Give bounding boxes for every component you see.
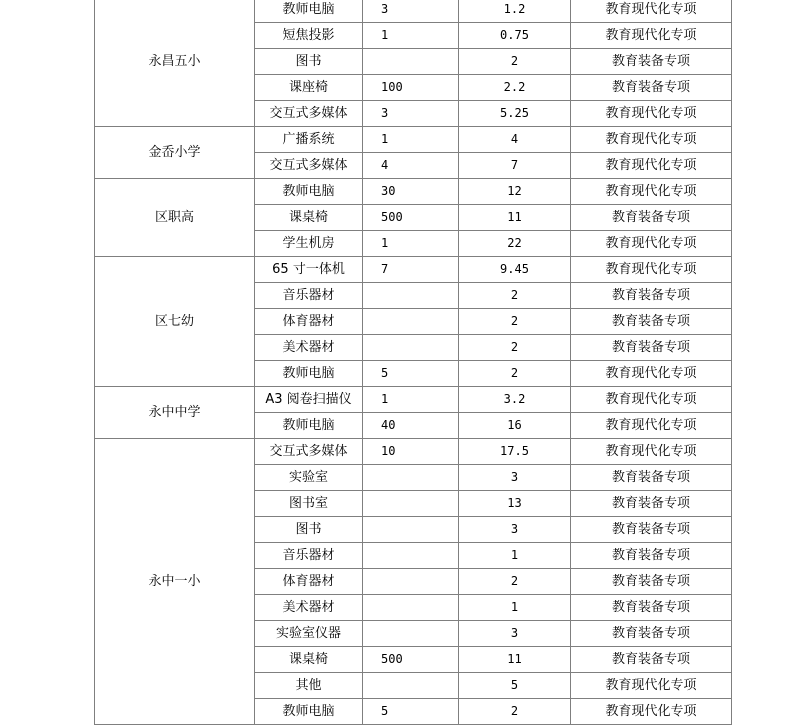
amount-cell: 2 <box>459 335 571 361</box>
funding-source-cell: 教育装备专项 <box>571 309 732 335</box>
item-name-cell: 实验室仪器 <box>255 621 363 647</box>
amount-cell: 3 <box>459 621 571 647</box>
item-name-cell: 交互式多媒体 <box>255 101 363 127</box>
quantity-cell <box>363 49 459 75</box>
amount-cell: 11 <box>459 647 571 673</box>
funding-source-cell: 教育现代化专项 <box>571 153 732 179</box>
school-name-cell: 永中中学 <box>95 387 255 439</box>
amount-cell: 2 <box>459 49 571 75</box>
table-row <box>95 257 732 283</box>
funding-source-cell: 教育装备专项 <box>571 569 732 595</box>
funding-source-cell: 教育装备专项 <box>571 335 732 361</box>
item-name-cell: 实验室 <box>255 465 363 491</box>
amount-cell: 12 <box>459 179 571 205</box>
quantity-cell: 40 <box>363 413 459 439</box>
table-row <box>95 179 732 205</box>
funding-source-cell: 教育装备专项 <box>571 283 732 309</box>
amount-cell: 3.2 <box>459 387 571 413</box>
funding-source-cell: 教育现代化专项 <box>571 673 732 699</box>
amount-cell: 22 <box>459 231 571 257</box>
quantity-cell <box>363 543 459 569</box>
amount-cell: 17.5 <box>459 439 571 465</box>
item-name-cell: 广播系统 <box>255 127 363 153</box>
amount-cell: 11 <box>459 205 571 231</box>
amount-cell: 2 <box>459 699 571 725</box>
quantity-cell <box>363 673 459 699</box>
funding-source-cell: 教育装备专项 <box>571 49 732 75</box>
item-name-cell: 65 寸一体机 <box>255 257 363 283</box>
school-name-cell: 永中一小 <box>95 439 255 725</box>
quantity-cell: 3 <box>363 0 459 23</box>
amount-cell: 3 <box>459 465 571 491</box>
funding-source-cell: 教育现代化专项 <box>571 387 732 413</box>
funding-source-cell: 教育装备专项 <box>571 491 732 517</box>
item-name-cell: 图书 <box>255 49 363 75</box>
quantity-cell: 3 <box>363 101 459 127</box>
quantity-cell <box>363 595 459 621</box>
table-row <box>95 439 732 465</box>
funding-source-cell: 教育装备专项 <box>571 465 732 491</box>
funding-source-cell: 教育装备专项 <box>571 75 732 101</box>
funding-source-cell: 教育装备专项 <box>571 205 732 231</box>
item-name-cell: 课桌椅 <box>255 205 363 231</box>
funding-source-cell: 教育装备专项 <box>571 543 732 569</box>
equipment-table-body <box>95 0 732 725</box>
item-name-cell: 图书室 <box>255 491 363 517</box>
quantity-cell <box>363 621 459 647</box>
funding-source-cell: 教育现代化专项 <box>571 413 732 439</box>
quantity-cell: 1 <box>363 23 459 49</box>
funding-source-cell: 教育现代化专项 <box>571 231 732 257</box>
item-name-cell: 教师电脑 <box>255 179 363 205</box>
funding-source-cell: 教育现代化专项 <box>571 0 732 23</box>
quantity-cell: 7 <box>363 257 459 283</box>
amount-cell: 1 <box>459 543 571 569</box>
amount-cell: 1.2 <box>459 0 571 23</box>
quantity-cell: 5 <box>363 699 459 725</box>
item-name-cell: 美术器材 <box>255 335 363 361</box>
funding-source-cell: 教育现代化专项 <box>571 127 732 153</box>
amount-cell: 13 <box>459 491 571 517</box>
quantity-cell: 5 <box>363 361 459 387</box>
table-row <box>95 0 732 23</box>
item-name-cell: 图书 <box>255 517 363 543</box>
item-name-cell: 课桌椅 <box>255 647 363 673</box>
item-name-cell: 教师电脑 <box>255 699 363 725</box>
quantity-cell: 1 <box>363 387 459 413</box>
funding-source-cell: 教育现代化专项 <box>571 699 732 725</box>
equipment-table <box>94 0 732 725</box>
funding-source-cell: 教育装备专项 <box>571 595 732 621</box>
amount-cell: 2 <box>459 361 571 387</box>
quantity-cell <box>363 491 459 517</box>
quantity-cell: 4 <box>363 153 459 179</box>
item-name-cell: 音乐器材 <box>255 283 363 309</box>
amount-cell: 7 <box>459 153 571 179</box>
item-name-cell: 交互式多媒体 <box>255 153 363 179</box>
funding-source-cell: 教育现代化专项 <box>571 179 732 205</box>
quantity-cell: 1 <box>363 127 459 153</box>
item-name-cell: 美术器材 <box>255 595 363 621</box>
funding-source-cell: 教育装备专项 <box>571 647 732 673</box>
quantity-cell <box>363 569 459 595</box>
quantity-cell <box>363 517 459 543</box>
quantity-cell <box>363 283 459 309</box>
funding-source-cell: 教育现代化专项 <box>571 257 732 283</box>
amount-cell: 16 <box>459 413 571 439</box>
item-name-cell: 体育器材 <box>255 569 363 595</box>
item-name-cell: 教师电脑 <box>255 413 363 439</box>
school-name-cell: 区七幼 <box>95 257 255 387</box>
amount-cell: 5 <box>459 673 571 699</box>
quantity-cell <box>363 465 459 491</box>
item-name-cell: 体育器材 <box>255 309 363 335</box>
item-name-cell: A3 阅卷扫描仪 <box>255 387 363 413</box>
item-name-cell: 短焦投影 <box>255 23 363 49</box>
item-name-cell: 教师电脑 <box>255 361 363 387</box>
amount-cell: 9.45 <box>459 257 571 283</box>
school-name-cell: 永昌五小 <box>95 0 255 127</box>
amount-cell: 2 <box>459 283 571 309</box>
amount-cell: 2.2 <box>459 75 571 101</box>
amount-cell: 4 <box>459 127 571 153</box>
quantity-cell: 100 <box>363 75 459 101</box>
funding-source-cell: 教育现代化专项 <box>571 23 732 49</box>
quantity-cell: 1 <box>363 231 459 257</box>
school-name-cell: 区职高 <box>95 179 255 257</box>
item-name-cell: 其他 <box>255 673 363 699</box>
funding-source-cell: 教育装备专项 <box>571 621 732 647</box>
amount-cell: 3 <box>459 517 571 543</box>
amount-cell: 0.75 <box>459 23 571 49</box>
amount-cell: 1 <box>459 595 571 621</box>
funding-source-cell: 教育现代化专项 <box>571 439 732 465</box>
table-row <box>95 387 732 413</box>
item-name-cell: 教师电脑 <box>255 0 363 23</box>
item-name-cell: 学生机房 <box>255 231 363 257</box>
quantity-cell: 30 <box>363 179 459 205</box>
item-name-cell: 音乐器材 <box>255 543 363 569</box>
quantity-cell: 10 <box>363 439 459 465</box>
item-name-cell: 课座椅 <box>255 75 363 101</box>
quantity-cell: 500 <box>363 205 459 231</box>
quantity-cell <box>363 309 459 335</box>
amount-cell: 2 <box>459 569 571 595</box>
amount-cell: 2 <box>459 309 571 335</box>
quantity-cell: 500 <box>363 647 459 673</box>
item-name-cell: 交互式多媒体 <box>255 439 363 465</box>
funding-source-cell: 教育现代化专项 <box>571 361 732 387</box>
quantity-cell <box>363 335 459 361</box>
school-name-cell: 金岙小学 <box>95 127 255 179</box>
table-row <box>95 127 732 153</box>
funding-source-cell: 教育现代化专项 <box>571 101 732 127</box>
funding-source-cell: 教育装备专项 <box>571 517 732 543</box>
amount-cell: 5.25 <box>459 101 571 127</box>
